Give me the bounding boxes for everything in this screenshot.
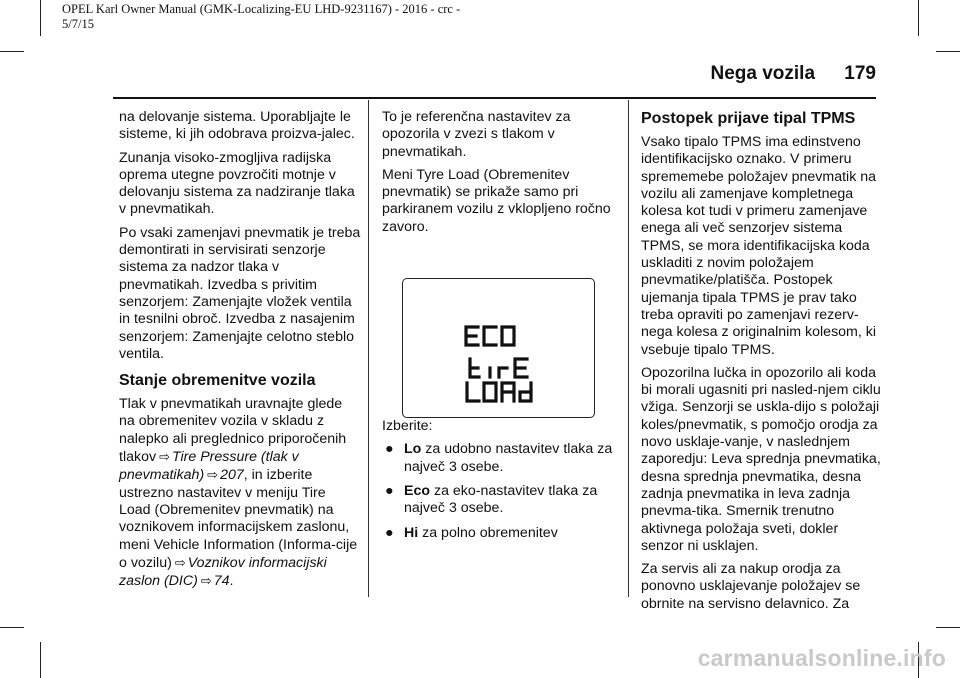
meta-date: 5/7/15	[62, 17, 94, 31]
paragraph-text: Tlak v pnevmatikah uravnajte glede na obremenitev vozila v skladu z nalepko ali preglednico priporočenih tlakov	[119, 396, 347, 466]
watermark: carmanualsonline.info	[697, 645, 946, 671]
segment-display-icon	[403, 279, 594, 417]
list-item	[382, 483, 618, 518]
select-label: Izberite:	[382, 418, 433, 435]
option-key: Hi	[404, 524, 419, 541]
paragraph-text: , in izberite ustrezno nastavitev v meniju Tire Load (Obremenitev pnevmatik) na voznikovem informacijskem zaslonu, meni Vehicle Information (Informa-cije o vozilu)	[119, 467, 358, 571]
display-line-eco	[466, 327, 514, 345]
page-reference[interactable]: 74	[213, 573, 230, 590]
paragraph-text: .	[229, 573, 234, 590]
crop-mark	[0, 627, 24, 628]
paragraph-with-references	[119, 396, 361, 590]
option-description: za udobno nastavitev tlaka za največ 3 osebe.	[404, 441, 613, 475]
bullet-icon: ●	[385, 482, 394, 499]
display-line-tire	[470, 359, 527, 377]
paragraph: Vsako tipalo TPMS ima edinstveno identifikacijsko oznako. V primeru sprememebe položajev pnevmatik na vozilu ali zamenjave kompletnega kolesa kot tudi v primeru zamenjave enega ali več senzorjev sistema TPMS, se mora identifikacijska koda uskladiti z novim položajem pnevmatike/platišča. Postopek ujemanja tipala TPMS je prav tako treba opraviti po zamenjavi rezerv-nega kolesa z originalnim kolesom, ki vsebuje tipalo TPMS.	[641, 134, 877, 358]
option-description: za polno obremenitev	[418, 524, 558, 541]
page-number: 179	[844, 63, 876, 84]
paragraph: To je referenčna nastavitev za opozorila v zvezi s tlakom v pnevmatikah.	[382, 109, 571, 160]
cross-reference-link[interactable]: Voznikov informacijski zaslon (DIC)	[119, 554, 327, 590]
option-key: Lo	[404, 441, 422, 458]
section-title: Nega vozila	[710, 63, 816, 84]
reference-arrow-icon: ⇨	[207, 467, 219, 483]
reference-arrow-icon: ⇨	[174, 554, 186, 570]
column-divider	[368, 100, 369, 597]
display-line-load	[467, 383, 531, 401]
meta-line: OPEL Karl Owner Manual (GMK-Localizing-EU LHD-9231167) - 2016 - crc -	[62, 2, 461, 16]
paragraph: Za servis ali za nakup orodja za ponovno usklajevanje položajev se obrnite na servisno delavnico. Za	[641, 561, 861, 612]
page-header	[710, 63, 876, 85]
option-key: Eco	[404, 482, 431, 499]
document-meta	[62, 2, 582, 32]
list-item	[382, 441, 618, 476]
page-reference[interactable]: 207	[220, 467, 244, 484]
header-rule	[113, 97, 876, 99]
list-item	[382, 525, 618, 542]
crop-mark	[40, 0, 41, 36]
column-1	[119, 109, 361, 596]
column-3	[641, 109, 881, 619]
paragraph: Opozorilna lučka in opozorilo ali koda bi morali ugasniti pri nasled-njem ciklu vžiga. Senzorji se uskla-dijo s položaji koles/pnevmatik, s pomočjo orodja za novo usklaje-vanje, v naslednjem zaporedju: Leva sprednja pnevmatika, desna sprednja pnevmatika, desna zadnja pnevmatika in leva zadnja pnevma-tika. Smernik trenutno aktivnega položaja sveti, dokler senzor ni usklajen.	[641, 364, 881, 554]
bullet-icon: ●	[385, 441, 394, 458]
dic-display-illustration	[402, 278, 595, 418]
cross-reference-link[interactable]: Tire Pressure (tlak v pnevmatikah)	[119, 449, 299, 484]
crop-mark	[936, 627, 960, 628]
paragraph: Po vsaki zamenjavi pnevmatik je treba demontirati in servisirati senzorje sistema za nadzor tlaka v pnevmatikah. Izvedba s privitim senzorjem: Zamenjajte vložek ventila in tesnilni obroč. Izvedba z nasajenim senzorjem: Zamenjajte celotno steblo ventila.	[119, 224, 361, 362]
column-2	[382, 109, 618, 549]
reference-arrow-icon: ⇨	[159, 449, 170, 465]
section-heading: Postopek prijave tipal TPMS	[641, 110, 856, 127]
section-heading: Stanje obremenitve vozila	[119, 372, 316, 390]
crop-mark	[936, 51, 960, 52]
crop-mark	[918, 0, 919, 36]
bullet-icon: ●	[385, 524, 394, 541]
option-description: za eko-nastavitev tlaka za največ 3 osebe.	[404, 482, 598, 517]
paragraph: Zunanja visoko-zmogljiva radijska oprema utegne povzročiti motnje v delovanju sistema za nadziranje tlaka v pnevmatikah.	[119, 149, 355, 218]
reference-arrow-icon: ⇨	[200, 573, 212, 589]
column-divider	[628, 100, 629, 597]
paragraph: Meni Tyre Load (Obremenitev pnevmatik) se prikaže samo pri parkiranem vozilu z vklopljeno ročno zavoro.	[382, 166, 611, 235]
crop-mark	[0, 51, 24, 52]
crop-mark	[40, 642, 41, 678]
paragraph: na delovanje sistema. Uporabljajte le sisteme, ki jih odobrava proizva-jalec.	[119, 109, 355, 143]
